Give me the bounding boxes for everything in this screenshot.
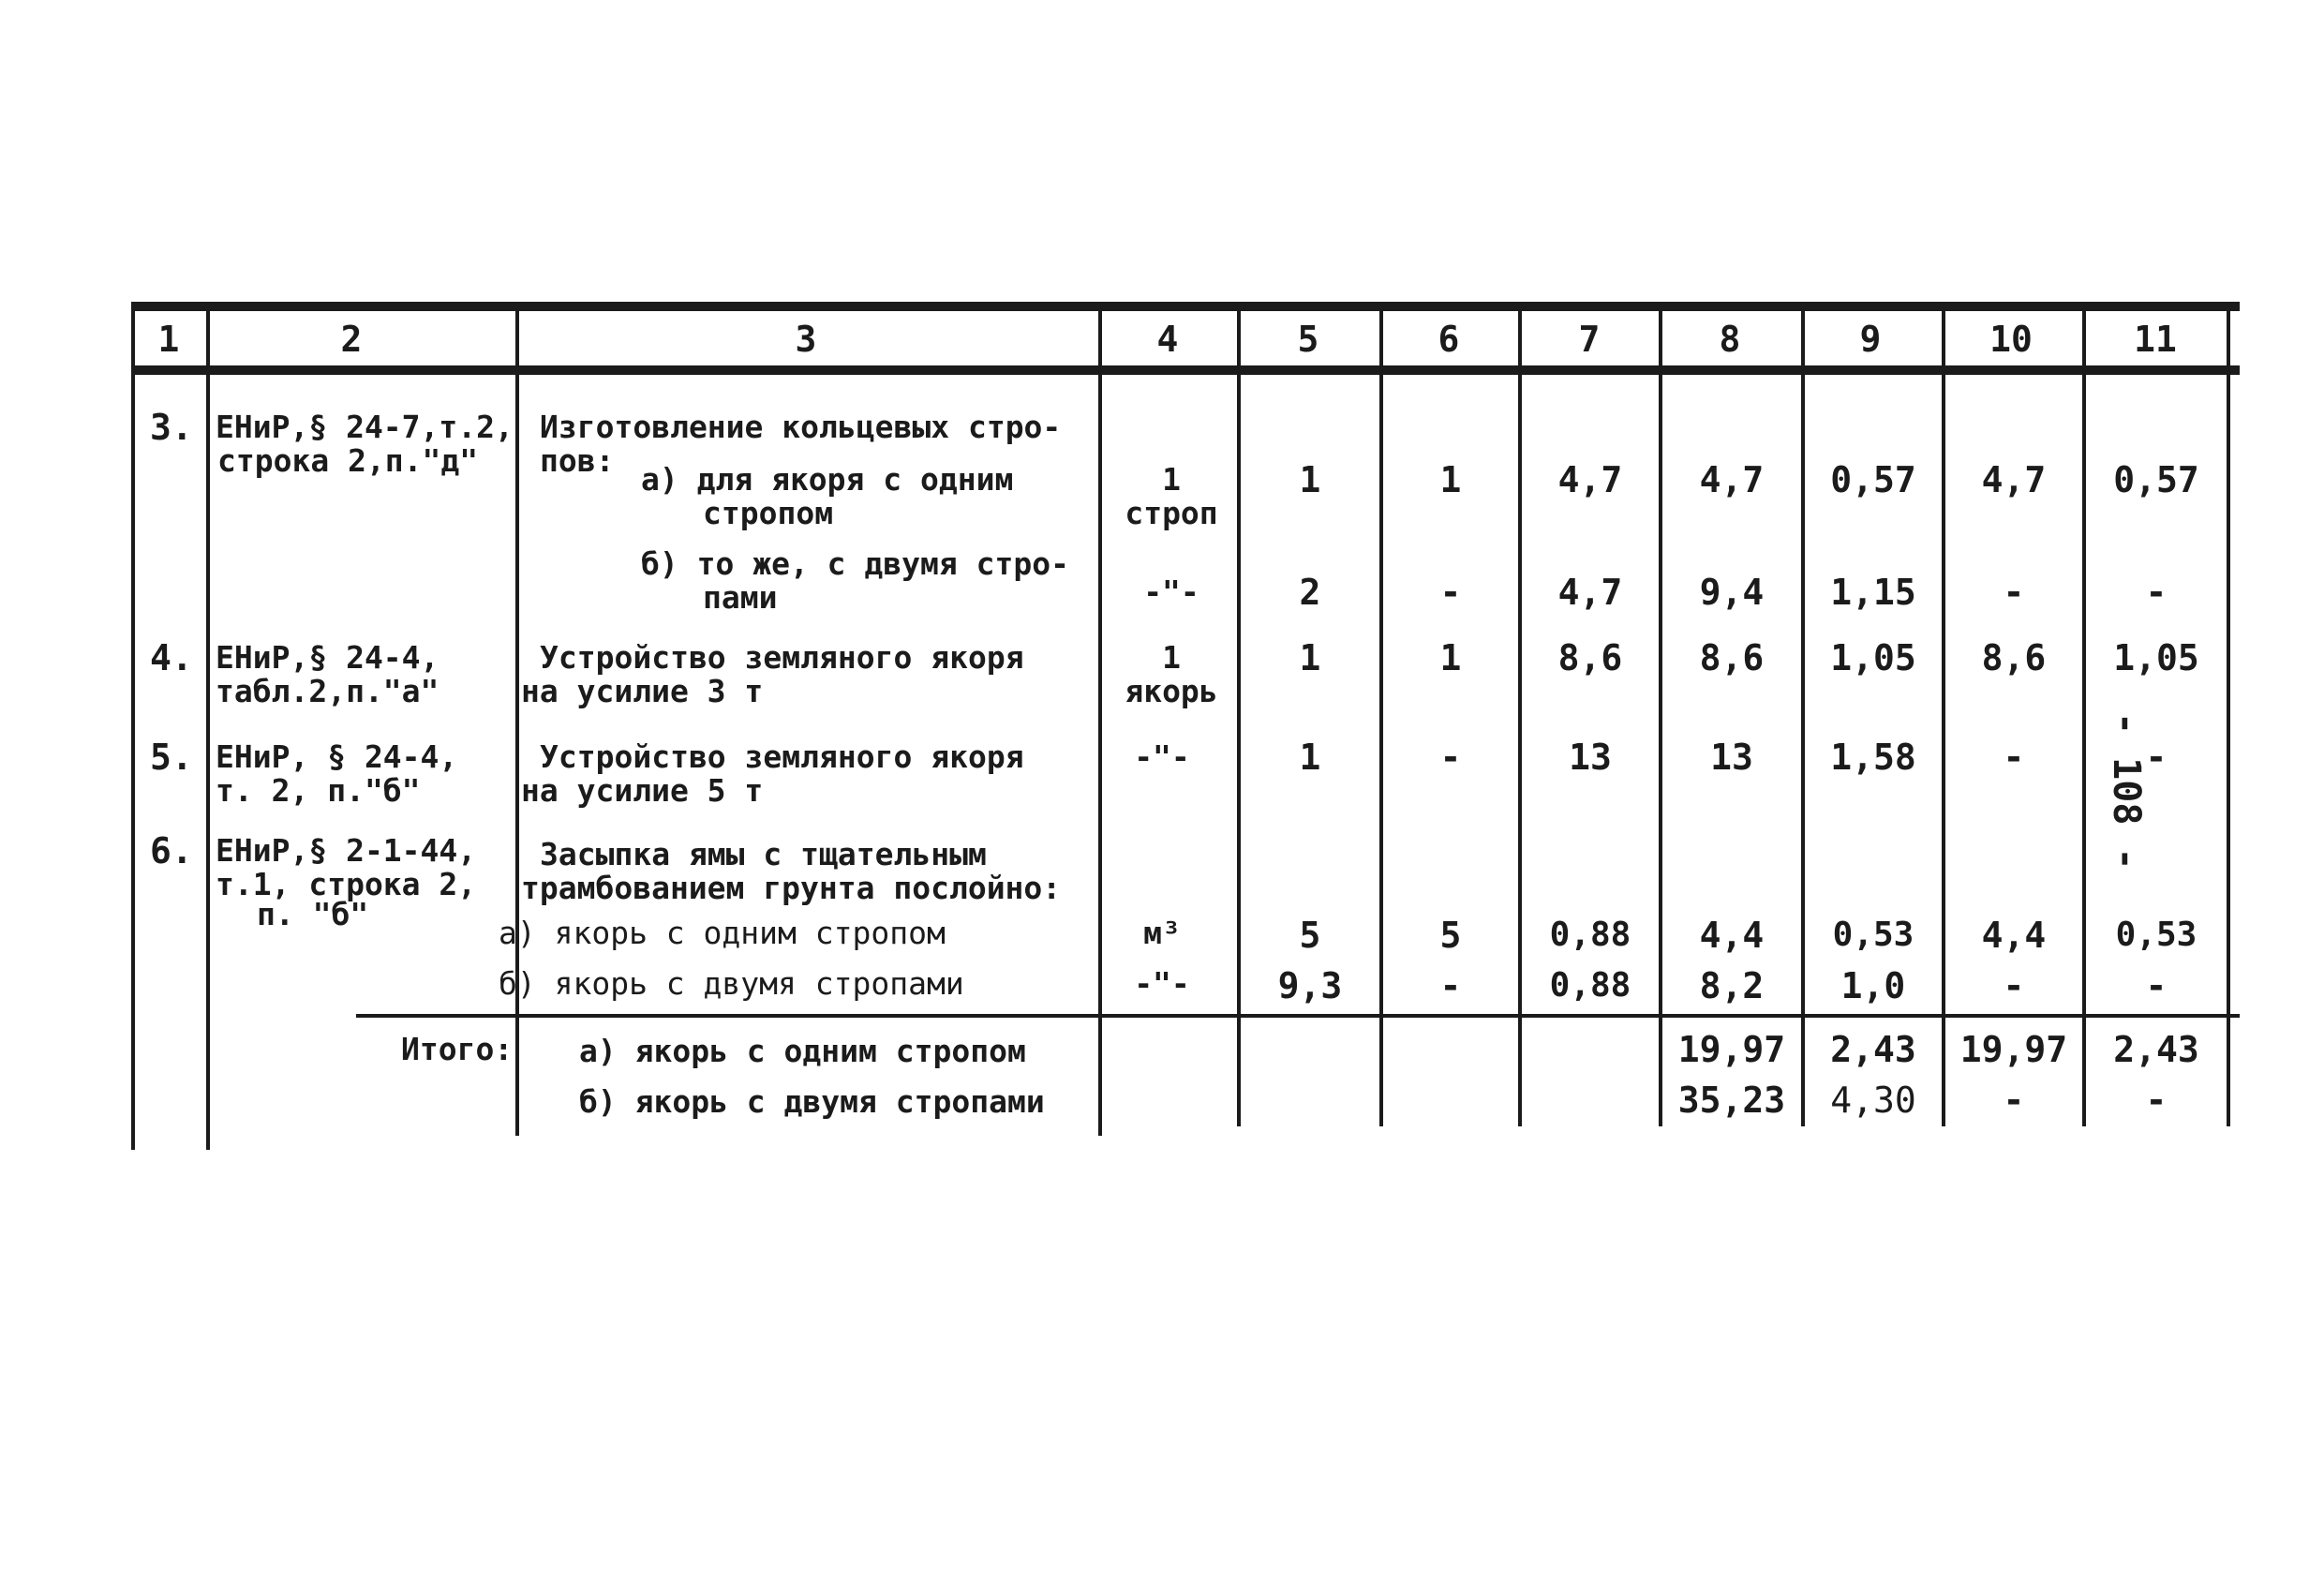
row-5-number: 5. [150,737,193,778]
page-number-rotated: - 108 - [2105,712,2148,871]
row-3a-col10: 4,7 [1981,459,2047,500]
total-a-col11: 2,43 [2113,1029,2199,1070]
row-3a-col7: 4,7 [1557,459,1623,500]
header-col-2: 2 [340,319,363,360]
row-6a-col11: 0,53 [2115,916,2197,954]
header-col-7: 7 [1578,319,1601,360]
total-b-col8: 35,23 [1677,1080,1786,1121]
header-col-3: 3 [795,319,817,360]
total-label: Итого: [401,1031,514,1067]
header-col-5: 5 [1297,319,1319,360]
row-3a-col8: 4,7 [1699,459,1765,500]
row-6-ref-line2: т.1, строка 2, [216,866,477,902]
row-5-desc-line2: на усилие 5 т [521,772,764,809]
col-border-8 [1801,302,1805,1126]
row-3b-col9: 1,15 [1830,572,1916,613]
row-6b-col10: - [2003,965,2025,1006]
row-3-ref-line1: ЕНиР,§ 24-7,т.2, [216,409,514,445]
header-col-8: 8 [1719,319,1741,360]
row-4-desc-line2: на усилие 3 т [521,673,764,709]
row-3-ref-line2: строка 2,п."д" [217,442,479,479]
row-4-number: 4. [150,637,193,678]
row-4-col8: 8,6 [1699,637,1765,678]
row-5-col9: 1,58 [1830,737,1916,778]
table-top-border [131,302,2240,311]
header-col-1: 1 [157,319,180,360]
row-6-desc-line2: трамбованием грунта послойно: [521,870,1062,906]
row-3a-col11: 0,57 [2113,459,2199,500]
total-a-text: а) якорь с одним стропом [579,1033,1026,1069]
header-col-11: 11 [2134,319,2177,360]
row-6-number: 6. [150,830,193,871]
row-6b-col7: 0,88 [1549,966,1631,1005]
col-border-3 [1098,302,1102,1136]
row-3b-text-line2: пами [703,579,778,616]
row-6-ref-line1: ЕНиР,§ 2-1-44, [216,832,477,869]
row-5-unit: -"- [1134,738,1190,775]
header-col-10: 10 [1989,319,2033,360]
header-col-6: 6 [1438,319,1460,360]
row-4-col11: 1,05 [2113,637,2199,678]
row-4-desc-line1: Устройство земляного якоря [540,639,1024,676]
row-6a-text: а) якорь с одним стропом [499,915,946,951]
row-3b-col8: 9,4 [1699,572,1765,613]
row-4-col5: 1 [1299,637,1321,678]
row-6-desc-line1: Засыпка ямы с тщательным [540,836,987,872]
row-5-col11: - [2145,737,2168,778]
col-border-7 [1659,302,1662,1126]
row-6a-col6: 5 [1439,915,1462,956]
header-col-4: 4 [1156,319,1179,360]
row-6a-col10: 4,4 [1981,915,2047,956]
row-6b-col8: 8,2 [1699,965,1765,1006]
col-border-5 [1379,302,1383,1126]
row-5-col10: - [2003,737,2025,778]
row-6b-text: б) якорь с двумя стропами [499,965,964,1002]
row-6b-col11: - [2145,965,2168,1006]
total-separator [356,1014,2240,1018]
row-4-col9: 1,05 [1830,637,1916,678]
row-3a-text-line2: стропом [703,495,834,531]
row-3b-col10: - [2003,572,2025,613]
row-5-col5: 1 [1299,737,1321,778]
total-b-text: б) якорь с двумя стропами [579,1083,1045,1120]
row-3b-text-line1: б) то же, с двумя стро- [641,545,1069,582]
total-b-col10: - [2003,1080,2025,1121]
total-b-col9: 4,30 [1830,1080,1916,1121]
col-border-4 [1237,302,1241,1126]
row-6a-col5: 5 [1299,915,1321,956]
col-border-1 [206,302,210,1150]
row-5-ref-line2: т. 2, п."б" [216,772,421,809]
total-a-col9: 2,43 [1830,1029,1916,1070]
row-6b-col5: 9,3 [1277,965,1343,1006]
row-5-ref-line1: ЕНиР, § 24-4, [216,738,458,775]
row-3a-col9: 0,57 [1830,459,1916,500]
total-a-col10: 19,97 [1959,1029,2068,1070]
col-border-2 [515,302,519,1136]
row-3a-unit-line2: строп [1125,495,1218,531]
header-bottom-border [131,365,2240,375]
row-3-number: 3. [150,407,193,448]
row-5-desc-line1: Устройство земляного якоря [540,738,1024,775]
total-a-col8: 19,97 [1677,1029,1786,1070]
row-4-col10: 8,6 [1981,637,2047,678]
row-3b-col5: 2 [1299,572,1321,613]
row-4-unit-line1: 1 [1162,639,1181,676]
row-6-ref-line3: п. "б" [257,896,369,932]
row-4-ref-line1: ЕНиР,§ 24-4, [216,639,439,676]
col-border-9 [1942,302,1945,1126]
row-3-desc-line1: Изготовление кольцевых стро- [540,409,1062,445]
col-border-10 [2082,302,2086,1126]
row-4-col7: 8,6 [1557,637,1623,678]
row-4-ref-line2: табл.2,п."а" [216,673,439,709]
row-6a-col9: 0,53 [1832,916,1914,954]
row-4-unit-line2: якорь [1125,673,1218,709]
row-6a-unit: м³ [1143,915,1181,951]
row-5-col7: 13 [1569,737,1612,778]
row-5-col8: 13 [1710,737,1753,778]
row-6a-col8: 4,4 [1699,915,1765,956]
row-3a-unit-line1: 1 [1162,461,1181,498]
row-3b-unit: -"- [1143,574,1199,610]
row-3a-col5: 1 [1299,459,1321,500]
row-6b-col9: 1,0 [1840,965,1906,1006]
row-3-desc-line2: пов: [540,442,615,479]
row-3b-col11: - [2145,572,2168,613]
row-3a-col6: 1 [1439,459,1462,500]
col-border-11 [2227,302,2230,1126]
row-3b-col6: - [1439,572,1462,613]
header-col-9: 9 [1859,319,1882,360]
row-6b-col6: - [1439,965,1462,1006]
row-3a-text-line1: а) для якоря с одним [641,461,1014,498]
row-3b-col7: 4,7 [1557,572,1623,613]
col-border-6 [1518,302,1522,1126]
row-6b-unit: -"- [1134,965,1190,1002]
row-6a-col7: 0,88 [1549,916,1631,954]
col-border-0 [131,302,135,1150]
row-5-col6: - [1439,737,1462,778]
row-4-col6: 1 [1439,637,1462,678]
total-b-col11: - [2145,1080,2168,1121]
